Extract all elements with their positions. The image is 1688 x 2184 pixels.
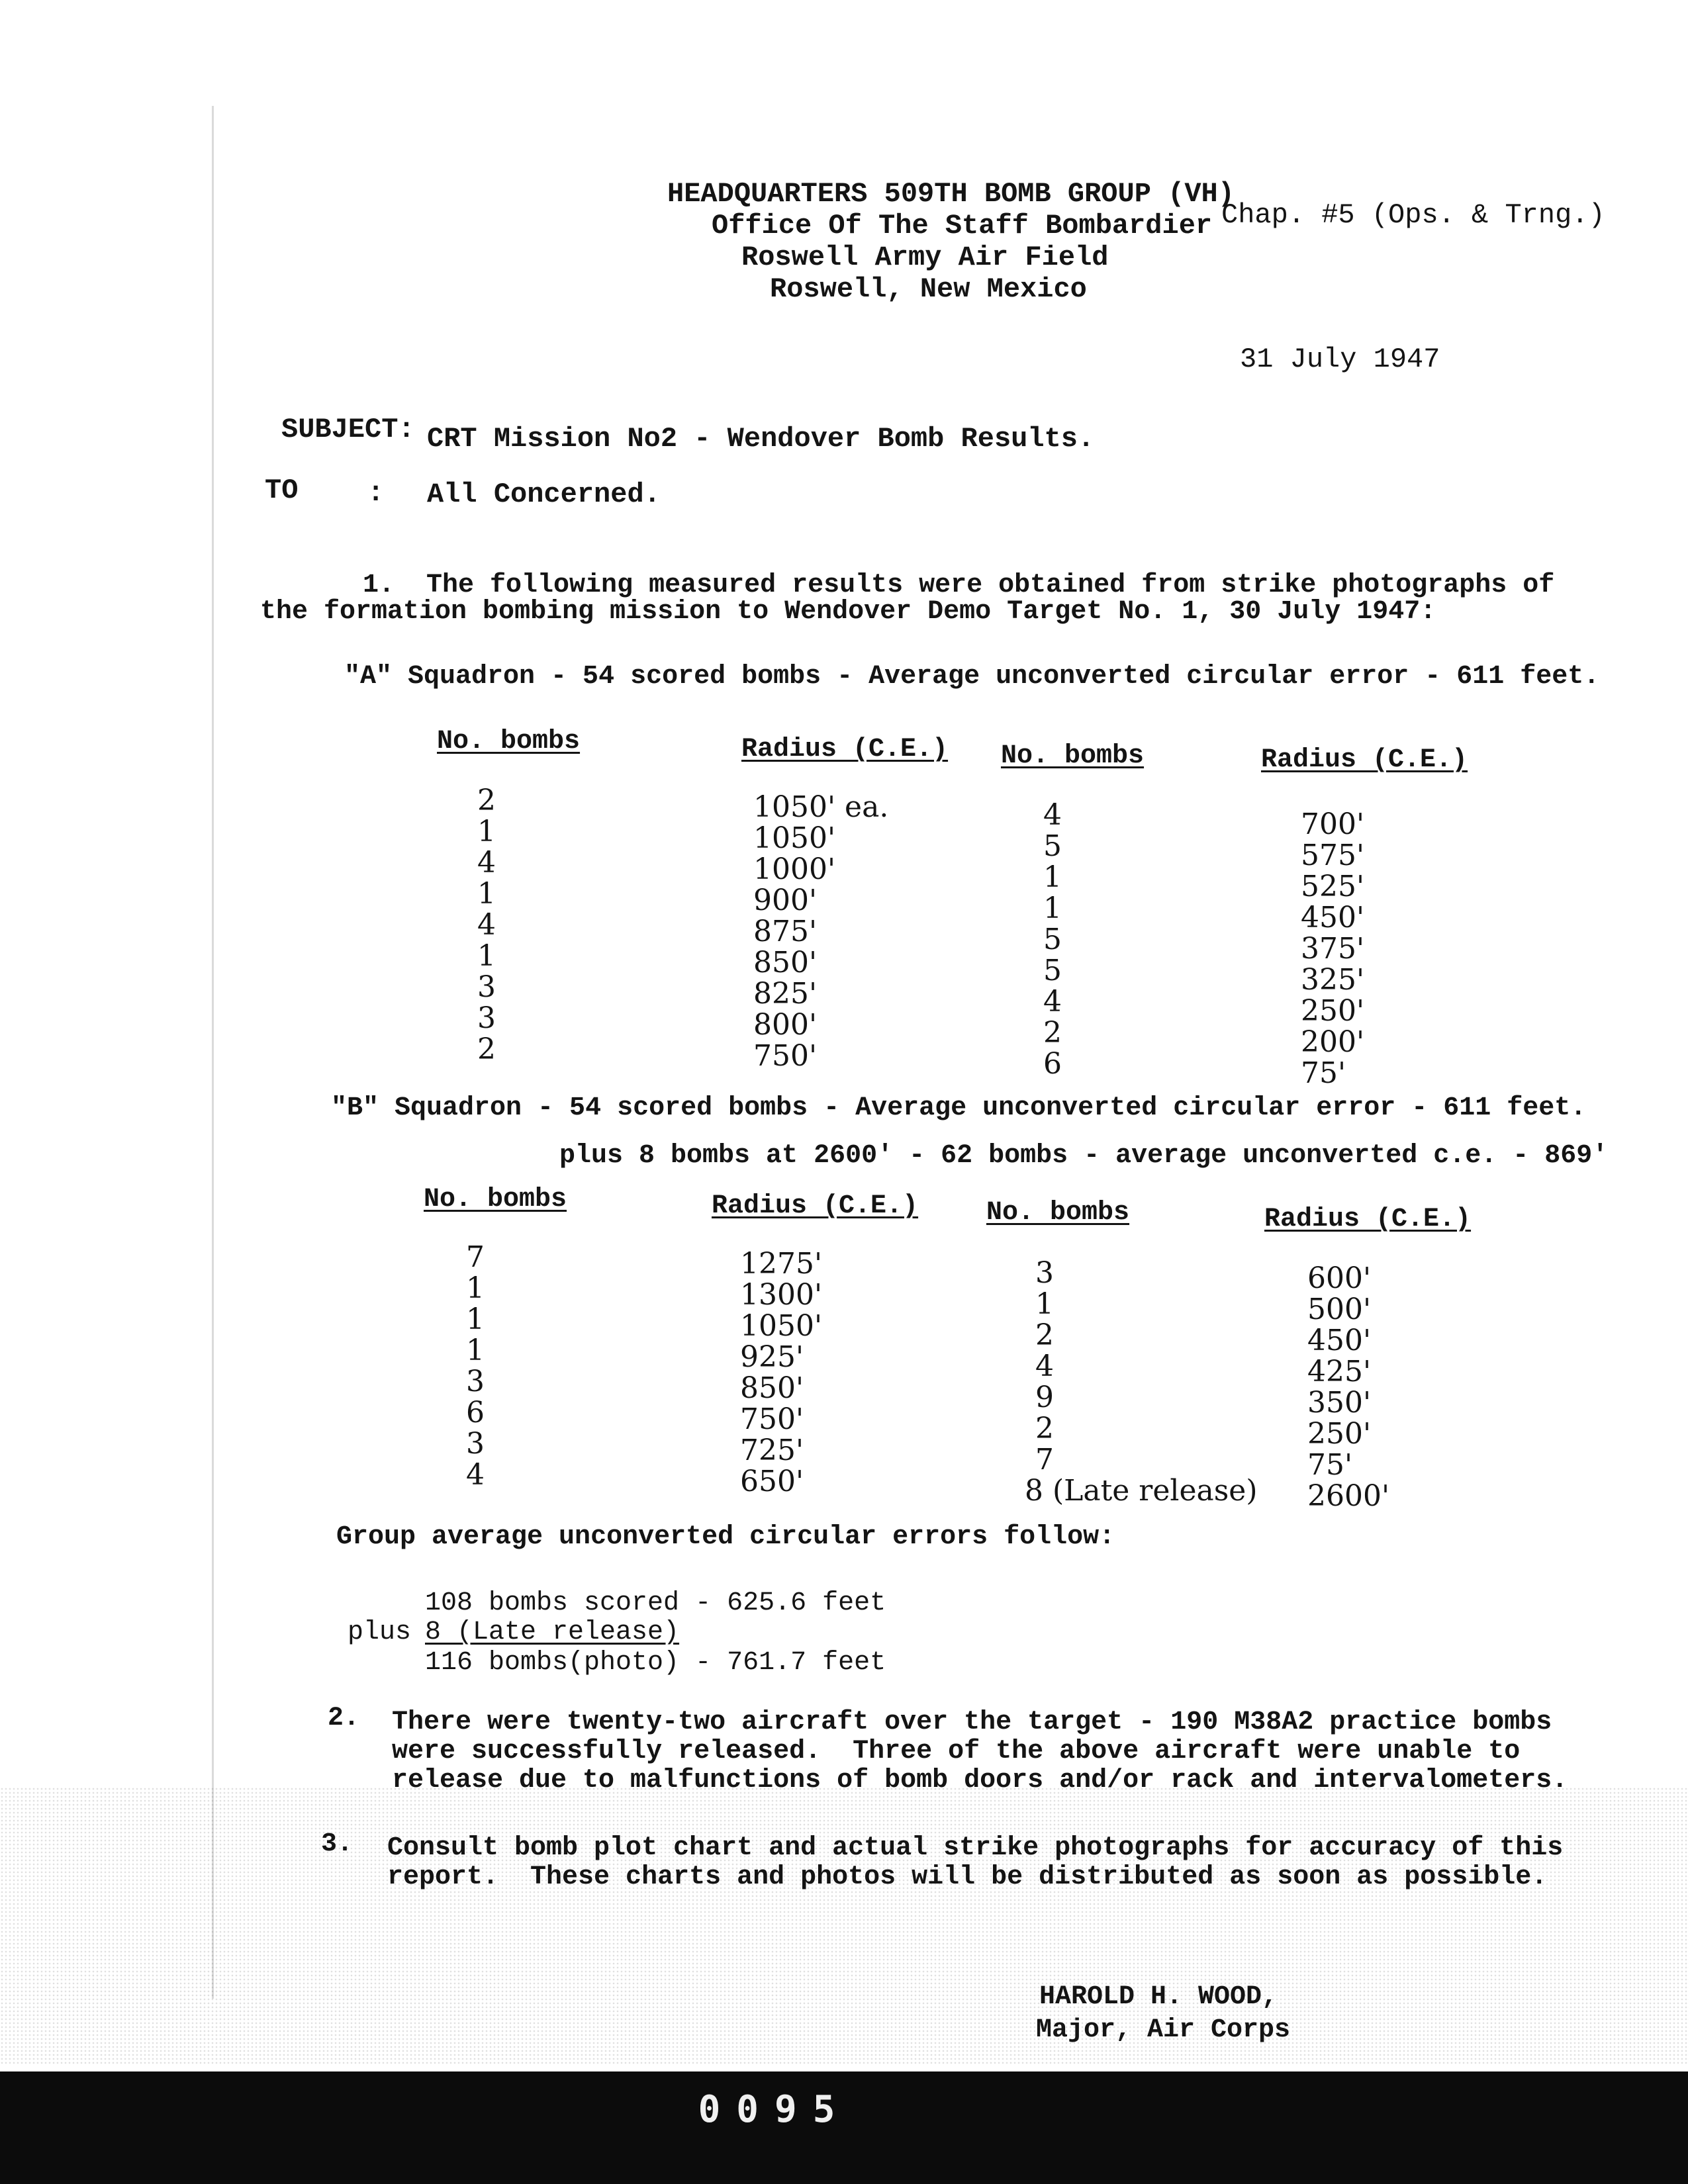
squadron-a-col-bombs-1: No. bombs: [437, 727, 581, 756]
table-cell: 875': [753, 915, 818, 948]
squadron-a-col-radius-2: Radius (C.E.): [1261, 745, 1468, 775]
table-cell: 2600': [1307, 1479, 1390, 1513]
table-cell: 1050' ea.: [753, 790, 889, 824]
table-cell: 5: [1043, 829, 1062, 863]
squadron-b-col-bombs-2: No. bombs: [986, 1198, 1130, 1228]
table-cell: 900': [753, 884, 818, 917]
table-cell: 75': [1301, 1056, 1346, 1090]
margin-scan-line: [212, 106, 214, 1999]
para2-line1: There were twenty-two aircraft over the target - 190 M38A2 practice bombs: [392, 1707, 1552, 1737]
table-cell: 325': [1301, 963, 1365, 997]
table-cell: 375': [1301, 932, 1365, 966]
group-line-1: 108 bombs scored - 625.6 feet: [425, 1588, 886, 1618]
table-cell: 1300': [740, 1278, 823, 1312]
to-text: All Concerned.: [427, 478, 661, 510]
table-cell: 925': [740, 1340, 804, 1374]
table-cell: 1: [1043, 860, 1062, 894]
squadron-b-col-bombs-1: No. bombs: [424, 1185, 567, 1214]
table-cell: 600': [1307, 1261, 1372, 1295]
table-cell: 3: [466, 1427, 485, 1461]
document-date: 31 July 1947: [1240, 343, 1440, 375]
to-label: TO: [265, 475, 299, 506]
table-cell: 1: [466, 1271, 485, 1305]
squadron-b-heading: "B" Squadron - 54 scored bombs - Average unconverted circular error - 611 feet.: [331, 1093, 1587, 1123]
squadron-b-col-radius-2: Radius (C.E.): [1264, 1205, 1472, 1234]
squadron-a-right-bombs: [1033, 799, 1072, 1079]
group-heading: Group average unconverted circular errors follow:: [336, 1522, 1115, 1552]
squadron-b-left-bombs: [455, 1242, 495, 1490]
squadron-a-col-radius-1: Radius (C.E.): [741, 735, 949, 764]
squadron-a-left-bombs: [467, 785, 506, 1065]
table-cell: 575': [1301, 839, 1365, 872]
squadron-b-left-radius: [740, 1248, 822, 1497]
table-cell: 4: [1035, 1349, 1054, 1383]
table-cell: 425': [1307, 1355, 1372, 1388]
table-cell: 4: [477, 846, 496, 880]
table-cell: 850': [740, 1371, 804, 1405]
squadron-a-right-radius: [1301, 809, 1364, 1089]
table-cell: 1: [1035, 1287, 1054, 1321]
squadron-b-right-radius: [1307, 1263, 1389, 1512]
table-cell: 850': [753, 946, 818, 979]
table-cell: 1: [477, 877, 496, 911]
table-cell: 525': [1301, 870, 1365, 903]
header-unit: HEADQUARTERS 509TH BOMB GROUP (VH): [667, 178, 1235, 210]
table-cell: 700': [1301, 807, 1365, 841]
table-cell: 1050': [753, 821, 836, 855]
table-cell: 450': [1301, 901, 1365, 934]
table-cell: 350': [1307, 1386, 1372, 1420]
table-cell: 1050': [740, 1309, 823, 1343]
table-cell: 750': [740, 1402, 804, 1436]
table-cell: 7: [1035, 1443, 1054, 1477]
header-location: Roswell, New Mexico: [770, 273, 1087, 305]
table-cell: 7: [466, 1240, 485, 1274]
squadron-b-heading-2: plus 8 bombs at 2600' - 62 bombs - average unconverted c.e. - 869': [559, 1141, 1609, 1171]
table-cell: 500': [1307, 1293, 1372, 1326]
squadron-b-right-bombs: [1025, 1257, 1258, 1506]
table-cell: 1275': [740, 1247, 823, 1281]
para1-line2: the formation bombing mission to Wendover Demo Target No. 1, 30 July 1947:: [260, 597, 1436, 627]
table-cell: 4: [466, 1458, 485, 1492]
table-cell: 250': [1307, 1417, 1372, 1451]
table-cell: 1000': [753, 852, 836, 886]
table-cell: 725': [740, 1433, 804, 1467]
table-cell: 450': [1307, 1324, 1372, 1357]
table-cell: 5: [1043, 923, 1062, 956]
para2-line3: release due to malfunctions of bomb doors and/or rack and intervalometers.: [392, 1766, 1568, 1796]
para1-line1: 1. The following measured results were obtained from strike photographs of: [363, 570, 1555, 600]
table-cell: 2: [477, 1032, 496, 1066]
table-cell: 3: [466, 1365, 485, 1398]
table-cell: 6: [466, 1396, 485, 1430]
para3-line2: report. These charts and photos will be distributed as soon as possible.: [387, 1862, 1548, 1892]
table-cell: 75': [1307, 1448, 1353, 1482]
table-cell: 5: [1043, 954, 1062, 987]
table-cell: 650': [740, 1465, 804, 1498]
subject-label: SUBJECT:: [281, 414, 415, 445]
frame-number: 0095: [698, 2088, 851, 2131]
table-cell: 800': [753, 1008, 818, 1042]
subject-text: CRT Mission No2 - Wendover Bomb Results.: [427, 423, 1095, 455]
table-cell: 4: [1043, 985, 1062, 1019]
table-cell: 2: [1043, 1016, 1062, 1050]
signature-name: HAROLD H. WOOD,: [1039, 1982, 1278, 2012]
group-line-3: 116 bombs(photo) - 761.7 feet: [425, 1648, 886, 1678]
table-cell: 8 (Late release): [1025, 1474, 1258, 1508]
table-cell: 1: [477, 939, 496, 973]
table-cell: 3: [477, 970, 496, 1004]
para2-number: 2.: [328, 1704, 360, 1733]
para3-line1: Consult bomb plot chart and actual strike photographs for accuracy of this: [387, 1833, 1564, 1863]
table-cell: 1: [477, 815, 496, 848]
table-cell: 2: [477, 784, 496, 817]
squadron-b-col-radius-1: Radius (C.E.): [712, 1191, 919, 1221]
table-cell: 4: [477, 908, 496, 942]
header-office: Office Of The Staff Bombardier: [712, 210, 1213, 242]
group-line-2: 8 (Late release): [425, 1617, 680, 1647]
to-separator: :: [367, 477, 385, 509]
header-field: Roswell Army Air Field: [741, 242, 1109, 273]
squadron-a-heading: "A" Squadron - 54 scored bombs - Average unconverted circular error - 611 feet.: [344, 662, 1600, 692]
para3-number: 3.: [321, 1829, 353, 1859]
table-cell: 1: [466, 1302, 485, 1336]
table-cell: 2: [1035, 1318, 1054, 1352]
table-cell: 9: [1035, 1381, 1054, 1414]
table-cell: 1: [466, 1334, 485, 1367]
table-cell: 6: [1043, 1047, 1062, 1081]
squadron-a-col-bombs-2: No. bombs: [1001, 741, 1145, 771]
scan-noise: [0, 1787, 1688, 2065]
table-cell: 4: [1043, 798, 1062, 832]
table-cell: 200': [1301, 1025, 1365, 1059]
squadron-a-left-radius: [753, 792, 888, 1071]
table-cell: 750': [753, 1039, 818, 1073]
chapter-ref: Chap. #5 (Ops. & Trng.): [1221, 199, 1605, 231]
signature-rank: Major, Air Corps: [1036, 2015, 1291, 2045]
table-cell: 825': [753, 977, 818, 1011]
table-cell: 1: [1043, 891, 1062, 925]
table-cell: 2: [1035, 1412, 1054, 1445]
table-cell: 3: [1035, 1256, 1054, 1290]
table-cell: 3: [477, 1001, 496, 1035]
group-plus: plus: [348, 1617, 412, 1647]
table-cell: 250': [1301, 994, 1365, 1028]
para2-line2: were successfully released. Three of the above aircraft were unable to: [392, 1737, 1521, 1766]
